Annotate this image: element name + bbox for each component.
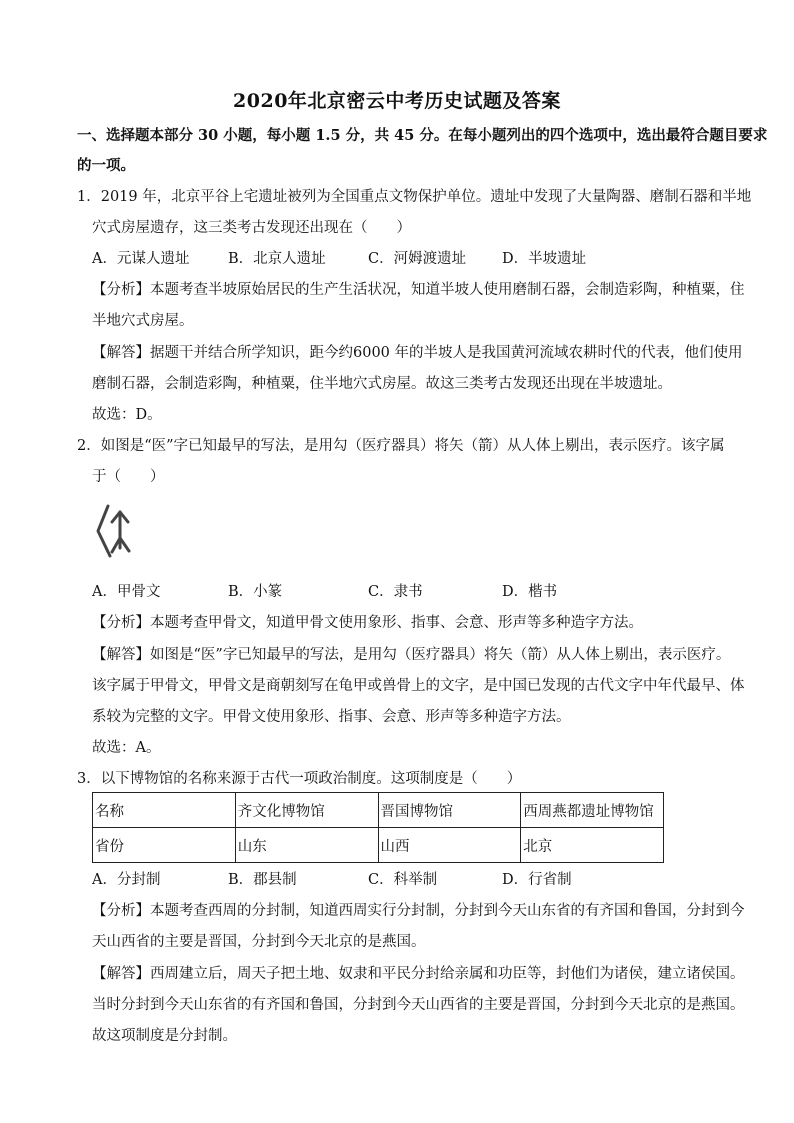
q1-answer: 【解答】据题干并结合所学知识，距今约6000 年的半坡人是我国黄河流域农耕时代的代表，他们使用 [92, 345, 743, 361]
q2-answer-cont: 该字属于甲骨文，甲骨文是商朝刻写在龟甲或兽骨上的文字，是中国已发现的古代文字中年代最早、体 [92, 678, 745, 694]
q1-choice: 故选：D。 [92, 407, 162, 423]
table-cell: 山西 [378, 828, 521, 863]
museum-table [92, 792, 664, 863]
q1-stem-cont: 穴式房屋遗存，这三类考古发现还出现在（ ） [92, 220, 411, 236]
q2-answer-cont2: 系较为完整的文字。甲骨文使用象形、指事、会意、形声等多种造字方法。 [92, 709, 571, 725]
q3-answer-cont: 当时分封到今天山东省的有齐国和鲁国，分封到今天山西省的主要是晋国，分封到今天北京的是燕国。 [92, 997, 745, 1013]
q2-analysis: 【分析】本题考查甲骨文，知道甲骨文使用象形、指事、会意、形声等多种造字方法。 [92, 615, 643, 631]
q2-option-a: A．甲骨文 [92, 584, 161, 600]
q2-choice: 故选：A。 [92, 740, 161, 756]
q1-answer-cont: 磨制石器，会制造彩陶，种植粟，住半地穴式房屋。故这三类考古发现还出现在半坡遗址。 [92, 376, 672, 392]
q3-answer-cont2: 故这项制度是分封制。 [92, 1028, 237, 1044]
q1-option-d: D．半坡遗址 [502, 251, 587, 267]
table-cell: 西周燕都遗址博物馆 [521, 793, 664, 828]
table-cell: 名称 [93, 793, 236, 828]
q3-options [92, 870, 652, 890]
section-heading-cont: 的一项。 [77, 157, 135, 174]
q3-option-c: C．科举制 [368, 872, 438, 888]
table-row [93, 793, 664, 828]
q3-option-d: D．行省制 [502, 872, 572, 888]
q2-stem: 2．如图是“医”字已知最早的写法，是用勾（医疗器具）将矢（箭）从人体上剔出，表示医疗。该字属 [77, 438, 725, 454]
q3-stem: 3．以下博物馆的名称来源于古代一项政治制度。这项制度是（ ） [77, 771, 522, 787]
section-heading: 一、选择题本部分 30 小题，每小题 1.5 分，共 45 分。在每小题列出的四个选项中，选出最符合题目要求 [77, 127, 768, 144]
table-cell: 山东 [235, 828, 378, 863]
q2-answer: 【解答】如图是“医”字已知最早的写法，是用勾（医疗器具）将矢（箭）从人体上剔出，表示医疗。 [92, 647, 731, 663]
table-cell: 省份 [93, 828, 236, 863]
page-title: 2020年北京密云中考历史试题及答案 [233, 90, 561, 112]
table-row [93, 828, 664, 863]
q2-option-d: D．楷书 [502, 584, 558, 600]
q1-stem: 1．2019 年，北京平谷上宅遗址被列为全国重点文物保护单位。遗址中发现了大量陶器、磨制石器和半地 [77, 189, 752, 205]
ancient-yi-character-icon [96, 498, 138, 564]
q3-analysis-cont: 天山西省的主要是晋国，分封到今天北京的是燕国。 [92, 934, 426, 950]
q3-analysis: 【分析】本题考查西周的分封制，知道西周实行分封制，分封到今天山东省的有齐国和鲁国，分封到今 [92, 903, 745, 919]
table-cell: 齐文化博物馆 [235, 793, 378, 828]
table-cell: 晋国博物馆 [378, 793, 521, 828]
q1-options [92, 249, 652, 269]
q1-option-a: A．元谋人遗址 [92, 251, 190, 267]
table-cell: 北京 [521, 828, 664, 863]
q3-option-a: A．分封制 [92, 872, 161, 888]
q2-options [92, 582, 652, 602]
q1-option-b: B．北京人遗址 [228, 251, 326, 267]
q2-stem-cont: 于（ ） [92, 469, 165, 485]
q1-analysis-cont: 半地穴式房屋。 [92, 313, 194, 329]
q3-answer: 【解答】西周建立后，周天子把土地、奴隶和平民分封给亲属和功臣等，封他们为诸侯，建立诸侯国。 [92, 966, 745, 982]
q1-option-c: C．河姆渡遗址 [368, 251, 467, 267]
q1-analysis: 【分析】本题考查半坡原始居民的生产生活状况，知道半坡人使用磨制石器，会制造彩陶，种植粟，住 [92, 282, 745, 298]
q3-option-b: B．郡县制 [228, 872, 297, 888]
q2-option-b: B．小篆 [228, 584, 283, 600]
q2-option-c: C．隶书 [368, 584, 423, 600]
